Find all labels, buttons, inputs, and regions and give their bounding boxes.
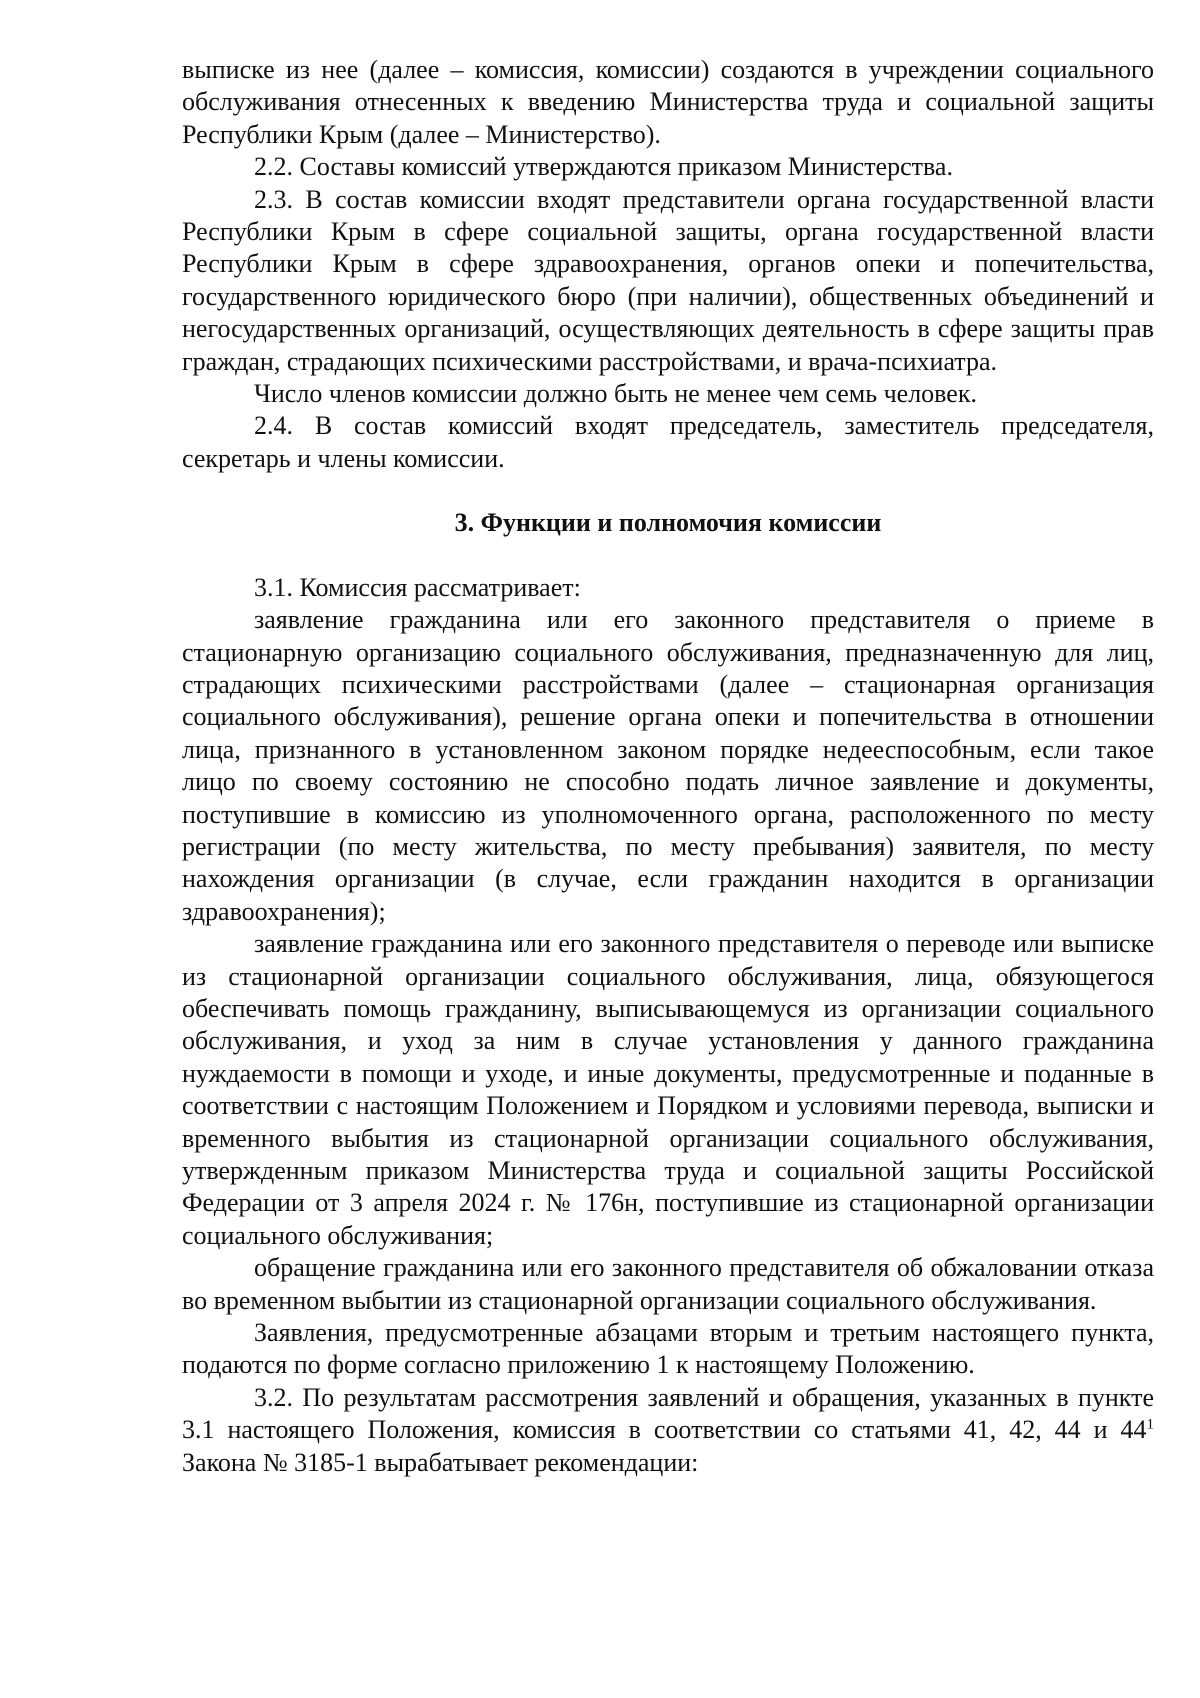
document-page	[182, 54, 1154, 1479]
paragraph-2-3: 2.3. В состав комиссии входят представители органа государственной власти Республики Крым в сфере социальной защиты, органа государственной власти Республики Крым в сфере здравоохранения, органов опеки и попечительства, государственного юридического бюро (при наличии), общественных объединений и негосударственных организаций, осуществляющих деятельность в сфере защиты прав граждан, страдающих психическими расстройствами, и врача-психиатра.	[182, 184, 1154, 376]
section-heading: 3. Функции и полномочия комиссии	[454, 508, 882, 538]
paragraph-admission-application: заявление гражданина или его законного представителя о приеме в стационарную организацию социального обслуживания, предназначенную для лиц, страдающих психическими расстройствами (далее – стационарная организация социального обслуживания), решение органа опеки и попечительства в отношении лица, признанного в установленном законом порядке недееспособным, если такое лицо по своему состоянию не способно подать личное заявление и документы, поступившие в комиссию из уполномоченного органа, расположенного по месту регистрации (по месту жительства, по месту пребывания) заявителя, по месту нахождения организации (в случае, если гражданин находится в организации здравоохранения);	[182, 605, 1154, 926]
paragraph-members-count: Число членов комиссии должно быть не менее чем семь человек.	[254, 379, 977, 409]
paragraph-transfer-application: заявление гражданина или его законного представителя о переводе или выписке из стационарной организации социального обслуживания, лица, обязующегося обеспечивать помощь гражданину, выписывающемуся из организации социального обслуживания, и уход за ним в случае установления у данного гражданина нуждаемости в помощи и уходе, и иные документы, предусмотренные и поданные в соответствии с настоящим Положением и Порядком и условиями перевода, выписки и временного выбытия из стационарной организации социального обслуживания, утвержденным приказом Министерства труда и социальной защиты Российской Федерации от 3 апреля 2024 г. № 176н, поступившие из стационарной организации социального обслуживания;	[182, 929, 1154, 1250]
paragraph-continuation: выписке из нее (далее – комиссия, комиссии) создаются в учреждении социального обслуживания отнесенных к введению Министерства труда и социальной защиты Республики Крым (далее – Министерство).	[182, 55, 1154, 149]
paragraph-3-2-text: 3.2. По результатам рассмотрения заявлений и обращения, указанных в пункте 3.1 настоящего Положения, комиссия в соответствии со статьями 41, 42, 44 и 44	[182, 1382, 1154, 1445]
paragraph-3-2-text-end: Закона № 3185-1 вырабатывает рекомендации:	[182, 1447, 699, 1477]
paragraph-application-form: Заявления, предусмотренные абзацами вторым и третьим настоящего пункта, подаются по форме согласно приложению 1 к настоящему Положению.	[182, 1318, 1154, 1380]
paragraph-appeal: обращение гражданина или его законного представителя об обжаловании отказа во временном выбытии из стационарной организации социального обслуживания.	[182, 1253, 1154, 1315]
paragraph-3-2	[182, 1382, 1154, 1479]
superscript-index: 1	[1146, 1416, 1154, 1433]
paragraph-3-1: 3.1. Комиссия рассматривает:	[254, 572, 581, 602]
paragraph-2-2: 2.2. Составы комиссий утверждаются приказом Министерства.	[254, 152, 953, 182]
paragraph-2-4: 2.4. В состав комиссий входят председатель, заместитель председателя, секретарь и члены комиссии.	[182, 411, 1154, 473]
